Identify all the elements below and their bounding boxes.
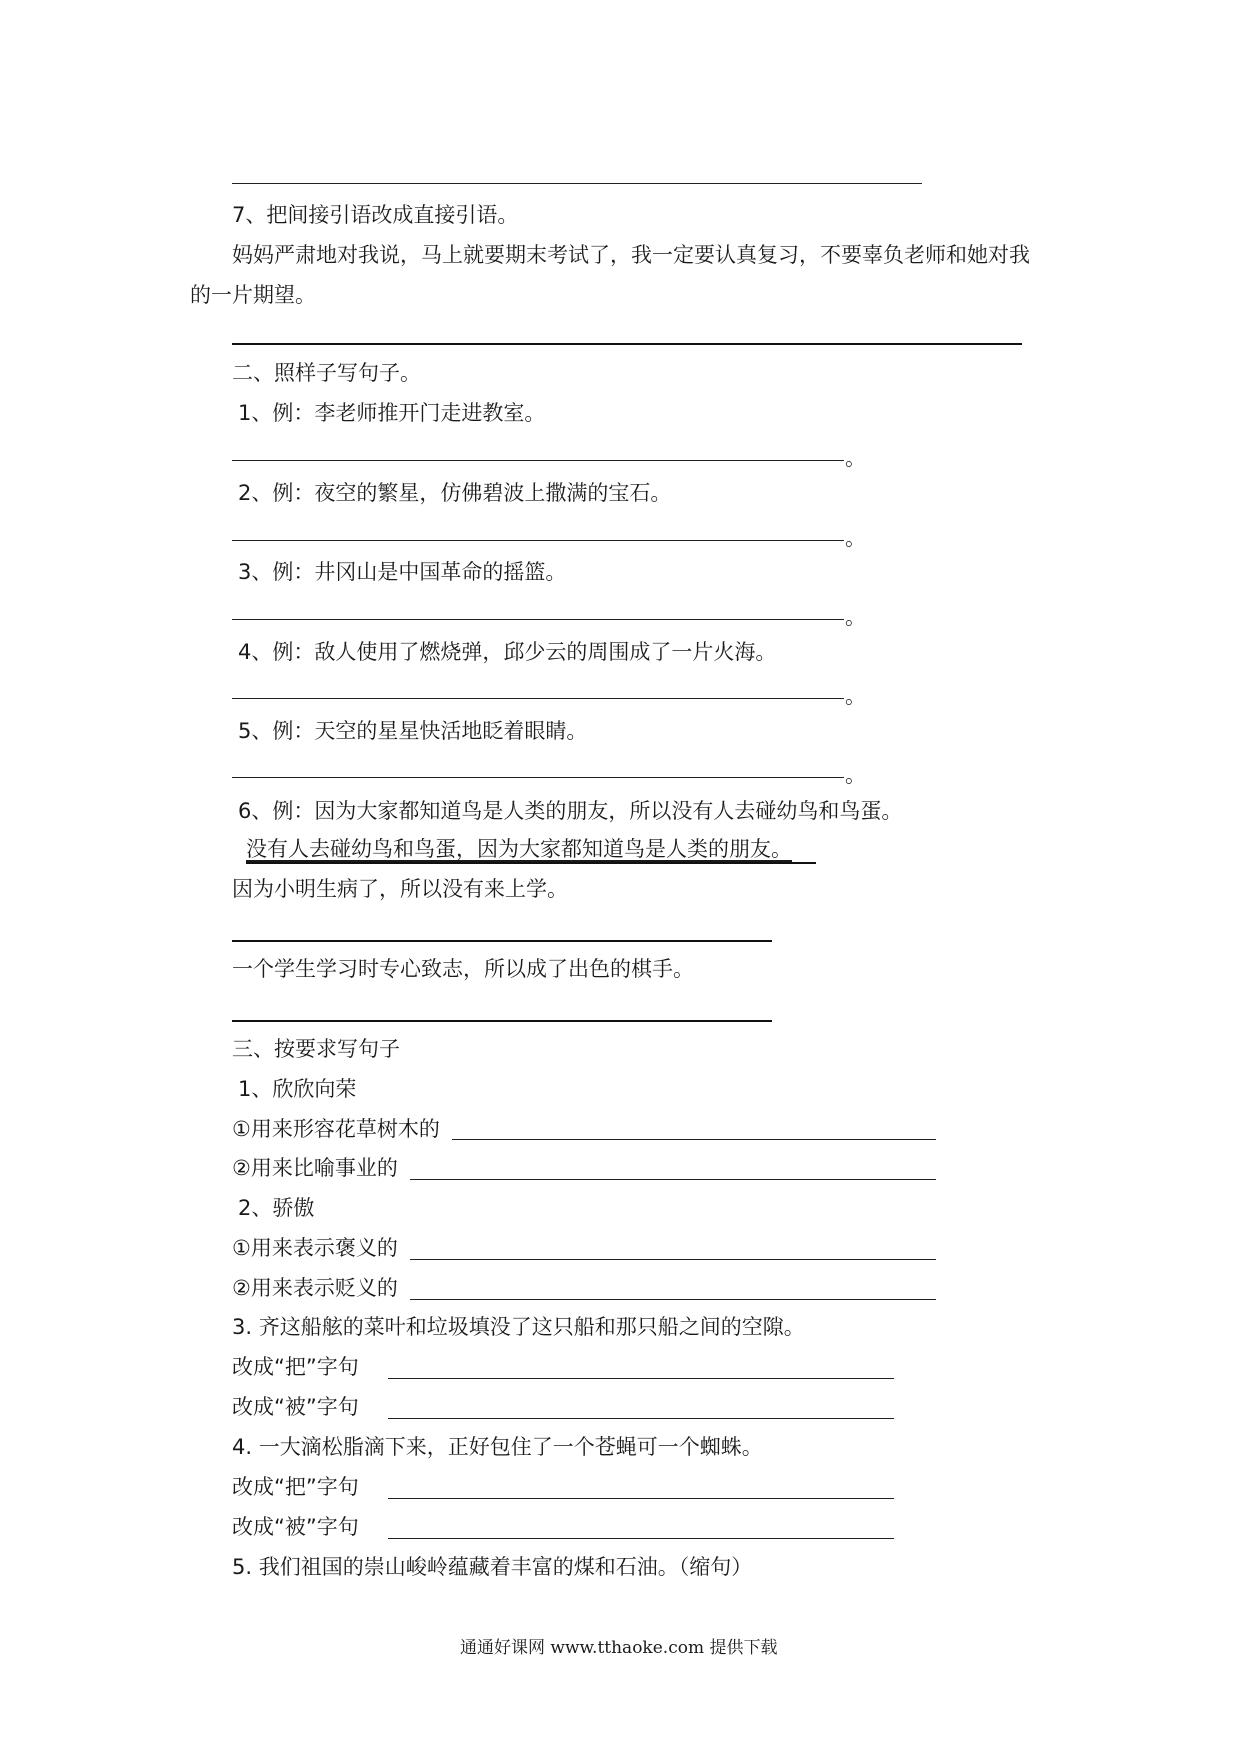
answer-line[interactable] (388, 1498, 894, 1499)
q1-b-label: ②用来比喻事业的 (232, 1156, 398, 1180)
answer-line[interactable] (232, 343, 1022, 345)
answer-line[interactable] (410, 1179, 936, 1180)
q4-ba-label: 改成“把”字句 (232, 1475, 359, 1499)
question-7-text-cont: 的一片期望。 (190, 283, 316, 307)
answer-period: 。 (845, 605, 866, 629)
answer-line[interactable] (232, 460, 844, 461)
section-two-heading: 二、照样子写句子。 (232, 361, 421, 385)
answer-line[interactable] (410, 1299, 936, 1300)
page-footer: 通通好课网 www.tthaoke.com 提供下载 (460, 1638, 778, 1658)
answer-example-underline-ext (246, 862, 816, 864)
section-three-heading: 三、按要求写句子 (232, 1037, 400, 1061)
example-6-answer: 没有人去碰幼鸟和鸟蛋，因为大家都知道鸟是人类的朋友。 (246, 837, 792, 861)
example-4: 4、例：敌人使用了燃烧弹，邱少云的周围成了一片火海。 (238, 640, 777, 664)
q2-title: 2、骄傲 (238, 1196, 315, 1220)
answer-period: 。 (845, 684, 866, 708)
answer-line[interactable] (410, 1259, 936, 1260)
answer-line[interactable] (232, 777, 844, 778)
answer-period: 。 (845, 763, 866, 787)
q2-b-label: ②用来表示贬义的 (232, 1276, 398, 1300)
q2-a-label: ①用来表示褒义的 (232, 1236, 398, 1260)
q4-title: 4. 一大滴松脂滴下来，正好包住了一个苍蝇可一个蜘蛛。 (232, 1435, 763, 1459)
answer-line[interactable] (388, 1418, 894, 1419)
q3-title: 3. 齐这船舷的菜叶和垃圾填没了这只船和那只船之间的空隙。 (232, 1315, 805, 1339)
example-6: 6、例：因为大家都知道鸟是人类的朋友，所以没有人去碰幼鸟和鸟蛋。 (238, 799, 903, 823)
example-1: 1、例：李老师推开门走进教室。 (238, 401, 546, 425)
answer-line[interactable] (232, 619, 844, 620)
answer-line[interactable] (232, 1020, 772, 1022)
q1-title: 1、欣欣向荣 (238, 1077, 357, 1101)
answer-line[interactable] (452, 1139, 936, 1140)
example-5: 5、例：天空的星星快活地眨着眼睛。 (238, 719, 588, 743)
answer-line[interactable] (388, 1378, 894, 1379)
q3-bei-label: 改成“被”字句 (232, 1395, 359, 1419)
q1-a-label: ①用来形容花草树木的 (232, 1117, 440, 1141)
q5-title: 5. 我们祖国的崇山峻岭蕴藏着丰富的煤和石油。（缩句） (232, 1555, 753, 1579)
answer-line[interactable] (232, 940, 772, 942)
example-3: 3、例：井冈山是中国革命的摇篮。 (238, 560, 567, 584)
rewrite-item-1: 因为小明生病了，所以没有来上学。 (232, 877, 568, 901)
answer-period: 。 (845, 446, 866, 470)
q4-bei-label: 改成“被”字句 (232, 1515, 359, 1539)
question-7-text: 妈妈严肃地对我说，马上就要期末考试了，我一定要认真复习，不要辜负老师和她对我 (232, 243, 1030, 267)
answer-line[interactable] (388, 1538, 894, 1539)
answer-line[interactable] (232, 183, 922, 184)
answer-period: 。 (845, 526, 866, 550)
answer-line[interactable] (232, 698, 844, 699)
example-2: 2、例：夜空的繁星，仿佛碧波上撒满的宝石。 (238, 481, 672, 505)
answer-line[interactable] (232, 540, 844, 541)
question-7-title: 7、把间接引语改成直接引语。 (232, 203, 519, 227)
rewrite-item-2: 一个学生学习时专心致志，所以成了出色的棋手。 (232, 957, 694, 981)
q3-ba-label: 改成“把”字句 (232, 1355, 359, 1379)
